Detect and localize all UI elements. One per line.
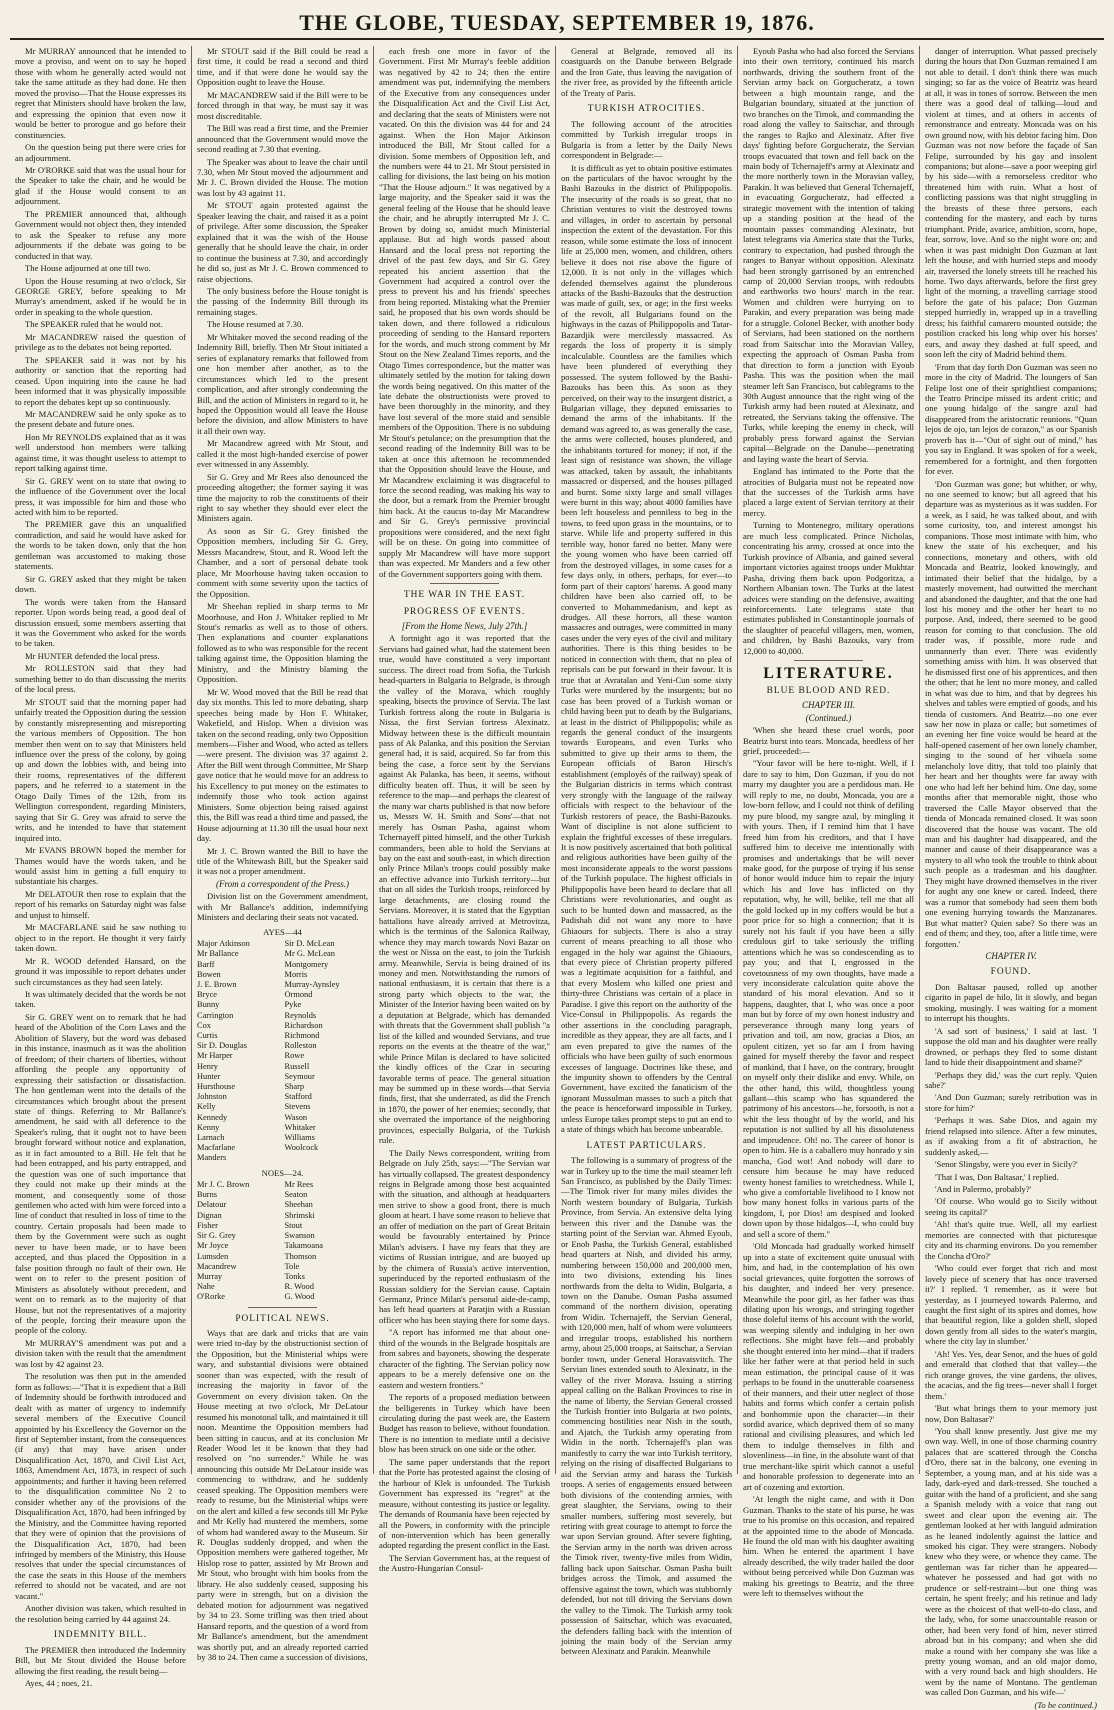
member-name: Swanson xyxy=(284,1231,315,1241)
paragraph: Mr MURRAY announced that he intended to move a proviso, and went on to say he hoped those with whom he generally acted would not take the same attitude as they had done. He then moved the proviso—That the House expresses its regret that Ministers should have broken the law, and expressing the opinion that even now it would be better to prorogue and go before their constituencies. xyxy=(15,46,186,140)
paragraph: The House resumed at 7.30. xyxy=(207,319,304,330)
masthead-rule xyxy=(10,38,1104,40)
column-3 xyxy=(374,46,556,1574)
paragraph: On the question being put there were cries for an adjournment. xyxy=(15,142,186,163)
chapter-3-heading: CHAPTER III. xyxy=(802,700,855,711)
member-name: Tole xyxy=(284,1261,300,1271)
member-name: Mr Harper xyxy=(197,1051,233,1061)
column-6 xyxy=(920,46,1102,1710)
member-name: Rowe xyxy=(284,1051,305,1061)
member-name: Ormond xyxy=(284,990,313,1000)
member-name: Barff xyxy=(197,959,215,969)
paragraph: The Speaker was about to leave the chair until 7.30, when Mr Stout moved the adjournment and Mr J. C. Brown divided the House. The motion was lost by 43 against 11. xyxy=(197,156,368,198)
paragraph: As soon as Sir G. Grey finished the Opposition members, including Sir G. Grey, Messrs Macandrew, Stout, and R. Wood left the Chamber, and a sort of personal debate took place, Mr Moorhouse having taken occasion to comment with some severity upon the tactics of the Opposition. xyxy=(197,525,368,599)
member-name: Burns xyxy=(197,1190,218,1200)
col4-body xyxy=(561,46,732,98)
paragraph: Mr Macandrew agreed with Mr Stout, and called it the most high-handed exercise of power ever witnessed in any Assembly. xyxy=(197,438,368,470)
paragraph: Mr EVANS BROWN hoped the member for Thames would have the words taken, and he would assist him in getting a full enquiry to substantiate his charges. xyxy=(15,845,186,887)
member-name: Larnach xyxy=(197,1133,225,1143)
member-name: Curtis xyxy=(197,1030,218,1040)
col6-body xyxy=(925,46,1097,949)
indemnity-bill-heading: INDEMNITY BILL. xyxy=(53,1630,148,1641)
paragraph: England has intimated to the Porte that the atrocities of Bulgaria must not be repeated now that the successes of the Turkish arms have placed a large extent of Servian territory at their mercy. xyxy=(743,466,914,518)
latest-heading: LATEST PARTICULARS. xyxy=(586,1140,707,1151)
member-name: Seaton xyxy=(284,1190,308,1200)
noes-heading: NOES—24. xyxy=(261,1167,304,1178)
member-name: Fisher xyxy=(197,1220,218,1230)
paragraph: Upon the House resuming at two o'clock, Sir GEORGE GREY, before speaking to Mr Murray's amendment, asked if he would be in order in speaking to the whole question. xyxy=(15,275,186,317)
paragraph: Mr MURRAY'S amendment was put and a division taken with the result that the amendment was lost by 42 against 23. xyxy=(15,1337,186,1369)
member-name: Mr G. McLean xyxy=(284,949,335,959)
member-name: Richardson xyxy=(284,1020,323,1030)
member-name: Sir D. McLean xyxy=(284,939,335,949)
paragraph: 'But what brings them to your memory just now, Don Baltasar?' xyxy=(925,1403,1097,1424)
paragraph: Mr DELATOUR then rose to explain that the report of his remarks on Saturday night was false and unjust to himself. xyxy=(15,888,186,920)
paragraph: Mr MACANDREW said if the Bill were to be forced through in that way, he must say it was most discreditable. xyxy=(197,89,368,121)
member-name: G. Wood xyxy=(284,1292,315,1302)
paragraph: The words were taken from the Hansard reporter. Upon words being read, a good deal of discussion ensued, some members asserting that it was the Government who asked for the words to be taken. xyxy=(15,596,186,649)
member-name: Murray xyxy=(197,1271,223,1281)
war-heading: THE WAR IN THE EAST. xyxy=(403,590,526,601)
paragraph: Hon Mr REYNOLDS explained that as it was well understood hon members were talking against time, it was thought useless to attempt to report talking against time. xyxy=(15,431,186,474)
member-name: Russell xyxy=(284,1061,310,1071)
paragraph: Another division was taken, which resulted in the resolution being carried by 44 against 24. xyxy=(15,1603,186,1624)
member-name: Sir G. Grey xyxy=(197,1231,236,1241)
political-news-heading: POLITICAL NEWS. xyxy=(235,1313,330,1324)
chapter-4-body xyxy=(925,982,1097,1698)
chapter-4-heading: CHAPTER IV. xyxy=(985,950,1037,961)
member-name: Carrington xyxy=(197,1010,234,1020)
member-name: Mr J. C. Brown xyxy=(197,1180,250,1190)
paragraph: Mr W. Wood moved that the Bill be read that day six months. This led to more debating, sharp speeches being made by Hon F. Whitaker, Wakefield, and Hislop. When a division was taken on the second reading, only two Opposition members—Fisher and Wood, who acted as tellers—were present. The division was 37 against 2. After the Bill went through Committee, Mr Sharp gave notice that he would move for an address to his Excellency to put money on the estimates to indemnify those who took action against Ministers. Some objection being raised against this, the Bill was read a third time and passed, the House adjourning at 11.30 till the usual hour next day. xyxy=(197,686,368,844)
paragraph: Mr MACANDREW said he only spoke as to the present debate and future ones. xyxy=(15,408,186,430)
member-name: Major Atkinson xyxy=(197,939,250,949)
paragraph: 'Who could ever forget that rich and most lovely piece of scenery that has once traversed it?' I replied. 'I remember, as it were but yesterday, as I journeyed towards Palermo, and caught the first sight of its spires and domes, how that beautiful region, like a golden shell, sloped down gently from all sides to the water's margin, where the city lay in slumber.' xyxy=(925,1263,1097,1347)
paragraph: Ways that are dark and tricks that are vain were tried to-day by the obstructionist section of the Opposition, but the Ministerial whips were wary, and substantial divisions were obtained sooner than was expected, with the result of increasing the majority in favor of the Government on every division taken. On the House meeting at two o'clock, Mr DeLatour resumed his monotonal talk, and maintained it till noon. Meantime the Opposition members had been sitting in caucus, and at its conclusion Mr Reader Wood let it be known that they had resolved on "no surrender." While he was announcing this outside Mr DeLatour inside was commencing to withdraw, and he suddenly ceased speaking. The Opposition members were ready to resume, but the Ministerial whips were on the alert and killed a few seconds till Mr Pyke and Mr Kelly had mustered the members, some of whom had wandered away to the Museum. Sir R. Douglas suddenly dropped, and when the Opposition members were gathered together, Mr Hislop rose to patter, assisted by Mr Brown and Mr Stout, who brought with him books from the library. He also suddenly ceased, supposing his party were in strength, but on a division the debated motion for adjournment was negatived by 34 to 23. Some trifling was then tried about Hansard reports, and the question of a word from Mr Ballance's amendment, but the amendment was shortly put, and an already reported carried by 38 to 24. Then came a succession of divisions, xyxy=(197,1327,368,1663)
war-body xyxy=(379,633,550,1573)
member-name: Lumsden xyxy=(197,1251,229,1261)
member-name: Shrimski xyxy=(284,1210,315,1220)
story-body xyxy=(743,725,914,1599)
paragraph: Mr O'RORKE said that was the usual hour for the Speaker to take the chair, and he would be glad if the House would consent to an adjournment. xyxy=(15,164,186,207)
member-name: Hunter xyxy=(197,1071,221,1081)
paragraph: Ayes, 44 ; noes, 21. xyxy=(25,1677,93,1688)
member-name: Richmond xyxy=(284,1030,320,1040)
member-name: Reynolds xyxy=(284,1010,317,1020)
paragraph: danger of interruption. What passed precisely during the hours that Don Guzman remained I am not able to detail. I don't think there was much singing; so far as the voice of Beatriz was heard at all, it was in tones of sorrow. Between the men there was a good deal of talking—loud and violent at times, and at others in accents of remonstrance and entreaty. Moncada was on his own ground now, with his debtor facing him. Don Guzman was not now before the façade of San Felipe, surrounded by his gay and insolent companions; but alone—save a poor weeping girl by his side—with a remorseless creditor who threatened him with ruin. What a host of conflicting passions was that night struggling in the breasts of these three persons, each contending for the mastery, and each by turns triumphant. Pride, avarice, ambition, scorn, hope, fear, sorrow, love. And so the night wore on; and when it was past midnight Don Guzman at last left the house, and with hurried steps and moody air, traversed the lonely streets till he reached his home. Two days afterwards, before the first grey light of the morning, a travelling carriage stood before the gate of his palace; Don Guzman stepped hurriedly in, wrapped up in a travelling dress; his faithful camarero mounted outside; the postilion cracked his long whip over his horses' ears, and away they dashed at full speed, and soon left the city of Madrid behind them. xyxy=(925,46,1097,360)
paragraph: 'Ah! that's quite true. Well, all my earliest memories are connected with that picturesque city and its charming environs. Do you remember the Concha d'Oro?' xyxy=(925,1219,1097,1261)
member-name: Whitaker xyxy=(284,1122,316,1132)
member-name: Stout xyxy=(284,1220,303,1230)
member-name: Kenny xyxy=(197,1122,220,1132)
paragraph: General at Belgrade, removed all its coastguards on the Danube between Belgrade and the Iron Gate, thus leaving the navigation of the river free, as provided by the fifteenth article of the Treaty of Paris. xyxy=(561,46,732,98)
member-name: Tonks xyxy=(284,1271,305,1281)
paragraph: 'Old Moncada had gradually worked himself up into a state of excitement quite unusual with him, and had, in the contemplation of his own social grievances, quite forgotten the sorrows of his daughter, and indeed her very presence. Meanwhile the poor girl, as her father was thus dilating upon his wrongs, and stringing together those doleful items of his account with the world, was weeping silently and indulging in her own reflections. She might have felt—and probably she thought entered into her mind—that if traders like her father were at that period held in such mean estimation, the principal cause of it was perhaps to be found in the unutterable coarseness of their manners, and their utter neglect of those habits and forms which confer a certain polish and bonhommie upon the character—in their sordid avarice, which deprived them of so many rational and civilising pleasures, and which led them to indulge themselves in filth and slovenliness—in fine, in the absolute want of that true merchant-like spirit which cannot a useful and honorable profession to degenerate into an art of cozening and extortion. xyxy=(743,1241,914,1492)
member-name: Mr Ballance xyxy=(197,949,239,959)
paragraph: 'And Don Guzman; surely retribution was in store for him?' xyxy=(925,1092,1097,1113)
paragraph: The same paper understands that the report that the Porte has protested against the closing of the harbour of Klek is unfounded. The Turkish Government has expressed its "regret" at the measure, without contesting its justice or legality. The demands of Roumania have been rejected by all the Powers, in conformity with the principle of non-intervention which has been generally adopted regarding the present conflict in the East. xyxy=(379,1456,550,1551)
paragraph: The only business before the House tonight is the passing of the Indemnity Bill through its remaining stages. xyxy=(197,285,368,317)
member-name: O'Rorke xyxy=(197,1292,226,1302)
paragraph: Mr STOUT said if the Bill could be read a first time, it could be read a second and third time, and if that were done he would say the Opposition ought to leave the House. xyxy=(197,46,368,88)
paragraph: The Daily News correspondent, writing from Belgrade on July 25th, says:—"The Servian war has virtually collapsed. The greatest despondency reigns in Belgrade among those best acquainted with the situation, and although at headquarters men strive to show a good front, there is much gloom at heart. I have some reason to believe that an offer of mediation on the part of Great Britain would be favourably entertained by Prince Milan's advisers. I have my fears that they are victims of Russian intrigue, and are buoyed up by the chimera of Russia's active intervention, superinduced by the reported enthusiasm of the Russian soldiery for the Servian cause. Captain Germanz, Prince Milan's personal aide-de-camp, has left head quarters at Paratjin with a Russian officer who has been staying there for some days. xyxy=(379,1147,550,1325)
chapter-4-title: FOUND. xyxy=(990,967,1032,978)
paragraph: Sir G. GREY went on to remark that he had heard of the Abolition of the Corn Laws and the Abolition of Slavery, but the word was debased in this instance, inasmuch as it was the abolition of freedom; of their charters of liberties, without affording the people any opportunity of expressing their satisfaction or dissatisfaction. The hon gentleman went into the details of the circumstances which brought about the present state of things. Referring to Mr Ballance's amendment, he said with all deference to the Speaker's ruling, that it ought not to have been brought forward without notice and explanation, as it in fact amounted to a Bill. He felt that he had been entrapped, and his party entrapped, and the question was one of such importance that they could not make up their minds at the moment, and consequently some of those gentlemen who acted with him were forced into a line of conduct that resulted in loss of time to the country. Certain proposals had been made to them by the Government were such as ought never to have been made, or to have been accepted, and thus placed the Opposition in a false position through no fault of their own. He went on to refer to the present position of Ministers as absolutely without precedent, and went on to remark as to the majority of that House, but not the representatives of a majority of the people, forcing their measure upon the people of the colony. xyxy=(15,1011,186,1336)
paragraph: The SPEAKER said it was not by his authority or sanction that the reporting had ceased. Upon inquiring into the cause he had been informed that it was physically impossible to report the debates kept up so continuously. xyxy=(15,354,186,407)
paragraph: The Bill was read a first time, and the Premier announced that the Government would move the second reading at 7.30 that evening. xyxy=(197,123,368,155)
section-rule xyxy=(794,660,862,661)
latest-body xyxy=(561,1155,732,1657)
paragraph: Turning to Montenegro, military operations are much less complicated. Prince Nicholas, concentrating his army, crossed at once into the Turkish province of Albania, and gained several important victories against troops under Mukhtar Pasha, driving them back upon Podgoritza, a Northern Albanian town. The Turks at the latest advices were standing on the defensive, awaiting reinforcements. Late telegrams state that estimates published in Constantinople journals of the slaughter of peaceful villagers, men, women, and children, by Bashi Bazouks, vary from 12,000 to 40,000. xyxy=(743,520,914,656)
paragraph: Mr MACFARLANE said he saw nothing to object to in the report. He thought it very fairly taken down. xyxy=(15,922,186,954)
member-name: Takamoana xyxy=(284,1241,323,1251)
member-name: Montgomery xyxy=(284,959,329,969)
paragraph: The Servian Government has, at the request of the Austro-Hungarian Consul- xyxy=(379,1552,550,1574)
member-name: Williams xyxy=(284,1133,315,1143)
division-intro: Division list on the Government amendment, with Mr Ballance's addition, indemnifying Ministers and declaring their seats not vacated. xyxy=(197,891,368,923)
member-name: Hursthouse xyxy=(197,1082,236,1091)
paragraph: 'Of course. Who would go to Sicily without seeing its capital?' xyxy=(925,1196,1097,1217)
paragraph: "A report has informed me that about one-third of the wounds in the Belgrade hospitals are from sabres and bayonets, showing the desperate character of the fighting. The Servian policy now appears to be a merely defensive one on the eastern and western frontiers." xyxy=(379,1327,550,1390)
section-rule xyxy=(430,583,498,584)
member-name xyxy=(285,1153,369,1163)
paragraph: Mr STOUT said that the morning paper had unfairly treated the Opposition during the session by constantly misrepresenting and misreporting the various members of Opposition. The hon member then went on to say that Ministers held influence over the press of the colony, by going up and down the lobbies with, and being into their rooms, representatives of the different papers, and he referred to a statement in the Otago Daily Times of the 12th, from its Wellington correspondent, regarding Ministers, saying that Sir G. Grey was afraid to serve the writs, and he intended to have that statement inquired into. xyxy=(15,696,186,843)
paragraph: 'Don Guzman was gone; but whither, or why, no one seemed to know; but all agreed that his departure was as mysterious as it was sudden. For a week, as I said, he was talked about, and with some curiosity, too, and interest amongst his companions. Those most intimate with him, who knew the state of his exchequer, and his connections, monetary and others, with old Moncada and Beatriz, looked knowingly, and intimated their belief that the hidalgo, by a masterly movement, had outwitted the merchant and abandoned the daughter, and that the one had lost his money and the other her heart to no purpose. And, indeed, there seemed to be good reason for coming to that conclusion. The old trader was, if possible, more rude and unmannerly than ever. There was evidently something amiss with him. It was observed that he dismissed first one of his apprentices, and then the other; that he lent no more money, and called in what was due to him, and that by degrees his shelves and tables were emptied of goods, and his tienda of customers. And Beatriz—no one ever saw her now in plaza or calle; but sometimes of an evening her fine voice would be heard at the half-opened casement of her own lonely chamber, singing to the sound of her vihuela some melancholy love ditty, that told too plainly that her heart and her thoughts were far away with one who had left her behind him. One day, some months after that memorable night, those who traversed the Calle Mayor observed that the tienda of Moncada remained closed. It was soon discovered that the house was vacant. The old man and his daughter had disappeared, and the manner and cause of their disappearance was a mystery to all who took the trouble to think about such people as a tradesman and his daughter. They might have drowned themselves in the river for aught any one knew or cared. Indeed, there was a rumor that somebody had seen them both one evening hurrying towards the Manzanares. But what matter? Quien sabe? So there was an end of them; and they, too, after a little time, were forgotten.' xyxy=(925,478,1097,949)
paragraph: Sir G. GREY asked that they might be taken down. xyxy=(15,573,186,595)
noes-list xyxy=(197,1180,368,1302)
atrocities-heading: TURKISH ATROCITIES. xyxy=(587,104,706,115)
paragraph: Mr J. C. Brown wanted the Bill to have the title of the Whitewash Bill, but the Speaker said it was not a proper amendment. xyxy=(197,845,368,877)
member-name: Sharp xyxy=(284,1082,305,1091)
member-name: Sir D. Douglas xyxy=(197,1041,248,1051)
political-body xyxy=(197,1328,368,1663)
atrocities-body xyxy=(561,119,732,1135)
war-subheading: PROGRESS OF EVENTS. xyxy=(403,606,526,617)
columns xyxy=(10,46,1104,1710)
member-name: Stevens xyxy=(284,1102,311,1112)
paragraph: The reports of a proposed mediation between the belligerents in Turkey which have been circulating during the past week are, the Eastern Budget has reason to believe, without foundation. There is no intention to mediate until a decisive blow has been struck on one side or the other. xyxy=(379,1392,550,1455)
paragraph: Don Baltasar paused, rolled up another cigarito in papel de hilo, lit it slowly, and began smoking, musingly. I was waiting for a moment to interrupt his thoughts. xyxy=(925,981,1097,1024)
paragraph: Mr Whitaker moved the second reading of the Indemnity Bill, briefly. Then Mr Stout initiated a series of explanatory remarks that followed from one hon member after another, as to the circumstances which led to the present complication, and after strongly condemning the Bill, and the action of Ministers in regard to it, he hoped the Opposition would all leave the House before the division, and allow Ministers to have it all their own way. xyxy=(197,331,368,436)
col3-body xyxy=(379,46,550,579)
paragraph: 'You shall know presently. Just give me my own way. Well, in one of those charming country palaces that are scattered through the Concha d'Oro, there sat in the balcony, one evening in September, a young man, and at his side was a lady, dark-eyed and dark-tressed. She touched a guitar with the hand of a proficient, and she sang a Spanish melody with a voice that rang out sweet and clear upon the evening air. The gentleman looked at her with languid admiration as he leaned indolently against the lattice and smoked his cigar. They were strangers. Nobody knew who they were, or whence they came. The gentleman was far richer than he appeared—whatever he possessed and had got with no prudence or self-restraint—but one thing was certain, he spent freely; and his retinue and lady were as the choicest of that well-to-do class, and the lady, who, for some unaccountable reason or other, had been very fond of him, never stirred abroad but in his company; and when she did make a round with her company she was like a pretty young woman, and an old major domo, with a very round back and high shoulders. He went by the name of Montano. The gentleman was called Don Guzman, and his wife—' xyxy=(925,1426,1097,1698)
member-name: Johnston xyxy=(197,1092,227,1102)
col5-body xyxy=(743,46,914,656)
member-name: Nahe xyxy=(197,1282,215,1292)
member-name: Macfarlane xyxy=(197,1143,236,1153)
to-be-continued: (To be continued.) xyxy=(1034,1699,1097,1710)
member-name: Sheehan xyxy=(284,1200,313,1210)
paragraph: 'That I was, Don Baltasar,' I replied. xyxy=(935,1171,1059,1182)
column-5 xyxy=(738,46,920,1599)
paragraph: 'Senor Slingsby, were you ever in Sicily?' xyxy=(935,1159,1078,1170)
paragraph: 'Ah! Yes. Yes, dear Senor, and the hues of gold and emerald that clothed that that valley—the rich orange groves, the vine gardens, the olives, the acacias, and the fig trees—never shall I forget them.' xyxy=(925,1348,1097,1401)
member-name: Seymour xyxy=(284,1071,315,1081)
paragraph: The House adjourned at one till two. xyxy=(25,263,151,274)
paragraph: 'Perhaps they did,' was the curt reply. 'Quien sabe?' xyxy=(925,1069,1097,1090)
col1-body xyxy=(15,46,186,1624)
member-name: R. Wood xyxy=(284,1282,314,1292)
paragraph: "Your favor will be here to-night. Well, if I dare to say to him, Don Guzman, if you do not marry my daughter you are a perdidous man. He will reply to me, no doubt, Moncada, you are a low-born fellow, and I could not think of defiling my pure blood, my sangre azul, by mingling it with yours. Then, if I remind him that I have freed him from his creditors, and that I have suffered him to deceive me intentionally with promises and undertakings that he will never make good, for the purpose of trying if his sense of honor would induce him to repair the injury which his and love has inflicted on thy reputation, why, he will, belike, tell me that all the gold locked up in my coffers would be but a poor price for so high a connection; that it is surely not his fault if you have been a silly credulous girl to take seriously the trifling attentions which he was so condescending as to pay you; and that I, engrossed in the covetousness of my own thoughts, have made a very inconsiderate calculation quite above the standard of his moral elevation. And so it happens, daughter, that I, who was once a poor man but by force of my own honest industry and perseverance through many long years of privation and toil, am now, gracias a Dios, an opulent citizen, yet so far am I from having gained for myself thereby the favor and respect of mankind, that I have, on the contrary, brought on myself only their dislike and envy. While, on the other hand, this wild, thoughtless young gallant—this scamp who has squandered the patrimony of his ancestors—he, forsooth, is not a whit the less thought of by the world, and his reputation is not sullied by all his dissoluteness and imprudence. Oh! no. The career of honor is open to him. He is a caballero muy honrado y sin mancha, God wot! And nobody will dare to censure him because he may have reduced twenty honest families to wretchedness. While I, who give a comfortable livelihood to I know not how many honest folks in various parts of the kingdom, I, por Dios! am despised and looked down upon by those hidalgos—I, who could buy and sell a score of them." xyxy=(743,758,914,1239)
paragraph: The resolution was then put in the amended form as follows:—"That it is expedient that a Bill of Indemnity should be forthwith introduced and dealt with as matter of urgency to indemnify several members of the Executive Council appointed by his Excellency the Governor on the first of September instant, from the consequences (if any) that may have arisen under Disqualification Act, 1870, and Civil List Act, 1863, Amendment Act, 1873, in respect of such appointments; and further it having been referred to the disqualification committee No 2 to consider whether any of the provisions of the Disqualification Act, 1870, had been infringed by the Ministry, and the Committee having reported that they were of opinion that the provisions of the Disqualification Act, 1870, had been infringed by members of the Ministry, this House resolves that under the special circumstances of the case the seats in this House of the members referred to should not be vacated, and are not vacant." xyxy=(15,1371,186,1601)
paragraph: A fortnight ago it was reported that the Servians had gained what, had the statement been true, would have constituted a very important success. The direct road from Sofia, the Turkish head-quarters in Bulgaria to Belgrade, is through the valley of the Morava, which roughly speaking, bisects the province of Servia. The last Turkish fortress along the route in Bulgaria is Nissa, the first Servian fortress Alexinatz. Midway between these is the difficult mountain pass of Ak Palanka, and this position the Servian general had, it is said, acquired. So far from this being the case, a force sent by the Servians against Ak Palanka, has been, it seems, without difficulty beaten off. Thus, it will be seen by reference to the map—and perhaps the clearest of the many war charts published is that now before us, Messrs W. H. Smith and Sons'—that not merely has Osman Pasha, against whom Tchernayeff pitted himself, and the other Turkish commanders, been able to hold the Servians at bay on the east and south-east, in which direction only Prince Milan's troops could possibly make an effective advance into Turkish territory—but that on all sides the Turkish troops, reinforced by large detachments, are closing round the Servians. Moreover, it is stated that the Egyptian battalions have already arrived at Metrovitza, which is the terminus of the Salonica Railway, whence they may march towards Novi Bazar on the west or Nissa on the east, to join the Turkish army. Meanwhile, Servia is being drained of its money and men. Notwithstanding the rumors of national enthusiasm, it is certain that there is a strong party which objects to the war, the Minister of the Interior having been waited on by a deputation at Belgrade, which has demanded with threats that the Government shall publish "a list of the killed and wounded Servians, and true reports on the events at the theatre of the war," while Prince Milan is declared to have solicited the kindly offices of the Czar in securing favorable terms of peace. The general situation may be summed up in these words—that Servia finds, first, that she underrated, as did the French in 1870, the power of her enemies; secondly, that she overrated the importance of the neighboring provinces, especially Bulgaria, of the Turkish rule. xyxy=(379,633,550,1146)
member-name: Pyke xyxy=(284,1000,302,1010)
paragraph: Sir G. GREY went on to state that owing to the influence of the Government over the local press, it was impossible for him and those who acted with him to be reported. xyxy=(15,475,186,518)
member-name: Henry xyxy=(197,1061,218,1071)
paragraph: It is difficult as yet to obtain positive estimates on the particulars of the havoc wrought by the Bashi Bazouks in the district of Philippopolis. The insecurity of the roads is so great, that no Christian ventures to visit the destroyed towns and villages, in order to ascertain by personal inspection the extent of the devastation. For this reason, while some estimate the loss of innocent life at 25,000 men, women, and children, others believe it does not rise above the figure of 12,000. It is not only in the villages which defended themselves against the plunderous attacks of the Bashi-Bazouks that the destruction was made of guilt, sex, or age; in the first weeks of the revolt, all Bulgarians found on the highways in the cazas of Philippopolis and Tatar-Bazardjik were mercilessly massacred. As regards the loss of property it is simply incalculable. Countless are the families which have been plundered of everything they possessed. The system followed by the Bashi-Bazouks has been this. As soon as they perceived, on their way to the insurgent district, a Bulgarian village, they deputed emissaries to demand the arms of the inhabitants. If the demand was agreed to, as was generally the case, the arms were collected, houses plundered, and the inhabitants tortured for money; if not, if the least sign of resistance was shown, the village was attacked, taken by assault, the inhabitants massacred or dispersed, and the houses pillaged and burnt. Some sixty large and small villages were burnt in this way; about 4000 families have been left houseless and penniless to beg in the towns, to feed upon grass in the mountains, or to starve. While life and property suffered in this terrible way, honor fared no better. Many were the young women who have been carried off from the destroyed villages, in some cases for a few days only, in others, perhaps, for ever—to form part of their captors' harems. A good many children have been also carried off, to be converted to Mohammedanism, and kept as drudges. All these horrors, all these wanton massacres and outrages, were committed in many cases under the very eyes of the civil and military authorities. There is this thing besides to be noticed in connection with them, that no plea of reprisals can be put forward in their favour. It is true that at Avratalan and Yeni-Cun some sixty Turks were murdered by the insurgents; but no case has been proved of a Turkish woman or child having been put to death by the Bulgarians, at least in the district of Philippopolis; while as regards the general conduct of the insurgents towards Europeans, and even Turks who submitted to give up their arms to them, the European officials of Baron Hirsch's establishment (employés of the railway) speak of the Bulgarian districts in terms which contrast very strongly with the language of the railway officials with respect to the behaviour of the Turkish restorers of peace, the Bashi-Bazouks. Want of discipline is not alone sufficient to explain the frightful excesses of these irregulars. It is now positively ascertained that both political and religious authorities have been guilty of the most inconsiderate appeals to the worst passions of the Turkish populace. The highest officials in Philippopolis have been heard to declare that all Christians were revolutionaries, and ought as such to be hunted down and massacred, as the Padishah did not want any more to have Ghiaours for subjects. There is also a stray current of means preaching to all those who engaged in the holy war against the Ghiaours, that every piece of Christian property pilfered was a legitimate acquisition for a faithful, and that every Moslem who killed one priest and thirty-three Christians was certain of a place in Paradise. I give this report on the authority of the Vice-Consul in Philippopolis. As regards the other assertions in the concluding paragraph, incredible as they appear, they are all facts, and I am even prepared to give the names of the officials who have been guilty of such enormous excesses of language. Doctrines like these, and the impunity shown to offenders by the Central Government, have excited the fanaticism of the ignorant Mussulman masses to such a pitch that the peace is henceforward impossible in Turkey, unless Europe takes prompt steps to put an end to a state of things which has become unbearable. xyxy=(561,162,732,1135)
member-name: J. E. Brown xyxy=(197,979,237,989)
member-name: Kelly xyxy=(197,1102,216,1112)
story-title: BLUE BLOOD AND RED. xyxy=(766,685,891,696)
member-name: Woolcock xyxy=(284,1143,319,1153)
member-name: Kennedy xyxy=(197,1112,228,1122)
paragraph: 'From that day forth Don Guzman was seen no more in the city of Madrid. The loungers of San Felipe lost one of their sprightliest companions; the Teatro Principe missed its ardent critic; and one young hidalgo of the sangre azul had disappeared from the aristocratic reunions. "Quan lejos de ojo, tan lejos de corazon," as our Spanish proverb has it—"Out of sight out of mind," has you say in England. It was spoken of for a week, remembered for a fortnight, and then forgotten for ever. xyxy=(925,361,1097,477)
paragraph: Mr Sheehan replied in sharp terms to Mr Moorhouse, and Hon J. Whitaker replied to Mr Stout's remarks as well as to those of others. Then explanations and counter explanations followed as to who was responsible for the recent talking against time, the Opposition blaming the Ministry, and the Ministry blaming the Opposition. xyxy=(197,601,368,685)
paragraph: 'When she heard these cruel words, poor Beatriz burst into tears. Moncada, heedless of her grief, proceeded:— xyxy=(743,725,914,756)
paragraph: each fresh one more in favor of the Government. First Mr Murray's feeble addition was negatived by 42 to 24; then the entire amendment was put, indemnifying the members of the Executive from any consequences under the Disqualification Act and the Civil List Act, and declaring that the seats of Ministers were not vacated. On this the division was 44 for and 24 against. When the Hon Major Atkinson introduced the Bill, Mr Stout called for a division. Some members of Opposition left, and the numbers were 44 to 21. Mr Stout persisted in calling for divisions, the last being on his motion "That the House adjourn." It was negatived by a large majority, and the Speaker said it was the general feeling of the House that he should leave the chair, and he abruptly interrupted Mr J. C. Brown by doing so, amidst much Ministerial applause. But ad high words passed about Hansard and the local press not reporting the drivel of the past few days, and Sir G. Grey repeated his ancient assertion that the Government had acquired a control over the press to prevent his and his friends' speeches from being reported. Mistaking what the Premier said, he proposed that his own words should be taken down, and there followed a ridiculous proceeding of sending to the Hansard reporters for the words, and much strong comment by Mr Stout on the New Zealand Times reports, and the Otago Times correspondence, but the matter was ultimately settled by the motion for taking down the words being negatived. On this matter of the late debate the obstructionists were proved to have been thoroughly in the minority, and they have lost several of the more staid and sensible members of the Opposition. There is no subduing Mr Stout's petulance; on the presumption that the second reading of the Indemnity Bill was to be taken at once this afternoon he recommended that the Opposition should leave the House, and Mr Macandrew exclaiming it was disgraceful to force the second reading, was making his way to the door, but a remark from the Premier brought him back. At the caucus to-day Mr Macandrew and Sir G. Grey's permissive provincial propositions were considered, and the next fight will be on these. On going into committee of supply Mr Macandrew will have more support than was expected. Mr Manders and a few other of the Government supporters going with them. xyxy=(379,46,550,579)
member-name: Morris xyxy=(284,969,308,979)
paragraph: Mr MACANDREW raised the question of privilege as to the debates not being reported. xyxy=(15,331,186,353)
col2-body xyxy=(197,46,368,877)
member-name: Rolleston xyxy=(284,1041,317,1051)
paragraph: Mr STOUT again protested against the Speaker leaving the chair, and raised it as a point of privilege. After some discussion, the Speaker explained that it was the wish of the House generally that he should leave the chair, in order to continue the business at 7.30, and accordingly he did so, just as Mr J. C. Brown commenced to raise objections. xyxy=(197,200,368,284)
paragraph: The following account of the atrocities committed by Turkish irregular troops in Bulgaria is from a letter by the Daily News correspondent in Belgrade:— xyxy=(561,118,732,161)
paragraph: The PREMIER announced that, although Government would not object then, they intended to ask the Speaker to refuse any more adjournments if the debate was going to be conducted in that way. xyxy=(15,208,186,261)
member-name: Murray-Aynsley xyxy=(284,979,340,989)
paragraph: Mr HUNTER defended the local press. xyxy=(25,650,160,661)
member-name: Manders xyxy=(197,1153,227,1163)
member-name: Thomson xyxy=(284,1251,317,1261)
paragraph: The PREMIER then introduced the Indemnity Bill, but Mr Stout divided the House before allowing the first reading, the result being— xyxy=(15,1644,186,1676)
member-name: Wason xyxy=(284,1112,308,1122)
paragraph: 'A sad sort of business,' I said at last. 'I suppose the old man and his daughter were really drowned, or perhaps they fled to some distant land to hide their disappointment and shame?' xyxy=(925,1025,1097,1068)
paragraph: 'At length the night came, and with it Don Guzman. Thanks to the state of his purse, he was true to his promise on this occasion, and repaired at the appointed time to the abode of Moncada. He found the old man with his daughter awaiting him. When he entered the apartment I have already described, the wily trader hailed the door without being perceived while Don Guzman was making his greetings to Beatriz, and the three were left to themselves without the xyxy=(743,1494,914,1599)
paragraph: Sir G. Grey and Mr Rees also denounced the proceeding altogether; the former saying it was time the majority to rob the constituents of their right to say whether they should ever elect the Ministers again. xyxy=(197,471,368,524)
member-name: Bryce xyxy=(197,990,217,1000)
column-1 xyxy=(10,46,192,1688)
member-name: Mr Joyce xyxy=(197,1241,229,1251)
paragraph: Mr ROLLESTON said that they had something better to do than discussing the merits of the local press. xyxy=(15,663,186,695)
paragraph: 'And in Palermo, probably?' xyxy=(935,1184,1032,1195)
ayes-list xyxy=(197,939,368,1163)
member-name: Cox xyxy=(197,1020,211,1030)
paragraph: Eyoub Pasha who had also forced the Servians into their own territory, continued his march northwards, driving the southern front of the Servian army back on Gorgucheratz, a town between a high mountain range, and the Bulgarian boundary, situated at the junction of two branches on the Timok, and commanding the road along the valley to Saitschar, and through the ranges to Rajko and Alexinatz. After five days' fighting before Gorgucheratz, the Servian troops evacuated that town and fell back on the main body of Tchernajeff's army at Alexinatz and the more northerly town in the Moravian valley, Parakin. It was believed that General Tchernajeff, in evacuating Gorgucheratz, had effected a strategic movement with the intention of taking up a standing position at the head of the mountain passes commanding Alexinatz, but latest telegrams via America state that the Turks, contrary to expectation, had pushed through the ranges to Banyar without opposition. Alexinatz had been strongly garrisoned by an entrenched camp of 20,000 Servian troops, with redoubts and earthworks two hours' march in the rear. Women and children were hurrying on to Parakin, and every preparation was being made for a struggle. Colonel Becker, with another body of Servians, had been stationed on the northern road from Saitschar into the Moravian Valley, expecting the approach of Osman Pasha from that direction to form a junction with Eyoub Pasha. This was the position when the mail steamer left San Francisco, but cablegrams to the 30th August announce that the right wing of the Turkish army had been routed at Alexinatz, and retreated, the Servians taking the offensive. The Turks, while keeping the enemy in check, will probably press forward against the Servian capital—Belgrade on the Danube—penetrating and laying waste the heart of Servia. xyxy=(743,46,914,464)
continued-note: (Continued.) xyxy=(805,712,852,723)
member-name: Macandrew xyxy=(197,1261,237,1271)
member-name: Dignan xyxy=(197,1210,222,1220)
member-name: Stafford xyxy=(284,1092,312,1102)
paragraph: The PREMIER gave this an unqualified contradiction, and said he would have asked for the words to be taken down, only that the hon gentleman was accustomed to making those statements. xyxy=(15,519,186,572)
member-name: Bowen xyxy=(197,969,221,979)
paragraph: The following is a summary of progress of the war in Turkey up to the time the mail steamer left San Francisco, as published by the Daily Times:—The Timok river for many miles divides the North western boundary of Bulgaria, Turkish Province, from Servia. An extensive delta lying between this river and the Danube was the starting point of the Servian war. Ahmed Eyoub, or Enob Pasha, the Turkish General, established head quarters at Nish, and divided his army, numbering between 150,000 and 200,000 men, into two divisions, extending his lines northwards from the delta to Widin, Bulgaria, a town on the Danube. Osman Pasha assumed command of the northern division, operating from Widin. Tchernajeff, the Servian General, with 120,000 men, half of whom were volunteers and irregular troops, established his northern army, about 25,000 troops, at Saitschar, a Servian border town, under General Horavatsvitch. The Servian lines extended south to Alexinatz, in the valley of the river Morava. Issuing a stirring appeal calling on the Balkan Provinces to rise in the name of liberty, the Servian General crossed the Turkish frontier into Bulgaria at two points, commencing hostilities near Nish in the south, and Ajatch, the Turkish army operating from Widin in the north. Tchernajeff's plan was manifestly to carry the war into Turkish territory, relying on the rising of disaffected Bulgarians to aid the Servian army and harass the Turkish troops. A series of engagements ensued between both divisions of the contending armies, with great slaughter, the Servians, owing to their smaller numbers, suffering most severely, but retiring with great courage to attempt to force the war upon Servian ground. After severe fighting, the Servian army in the north was driven across the Timok river, twenty-five miles from Widin, falling back upon Saitschar. Osman Pasha built bridges across the Timok, and assumed the offensive against the town, which was stubbornly defended, but not till driving the Servians down the valley to the Timok. The Turkish army took possession of Saitschar, which was evacuated, the defenders falling back with the intention of joining the main body of the Servian army between Alexinatz and Parakin. Meanwhile xyxy=(561,1155,732,1657)
paragraph: The SPEAKER ruled that he would not. xyxy=(25,319,163,330)
column-4 xyxy=(556,46,738,1657)
indemnity-body xyxy=(15,1645,186,1689)
ayes-heading: AYES—44 xyxy=(263,926,302,937)
paragraph: Mr R. WOOD defended Hansard, on the ground it was impossible to report debates under such circumstances as they had seen lately. xyxy=(15,955,186,987)
member-name: Bunny xyxy=(197,1000,220,1010)
paragraph: It was ultimately decided that the words be not taken. xyxy=(15,988,186,1010)
member-name: Delatour xyxy=(197,1200,227,1210)
masthead: THE GLOBE, TUESDAY, SEPTEMBER 19, 1876. xyxy=(299,10,815,35)
press-note: (From a correspondent of the Press.) xyxy=(216,878,349,889)
war-source-note: [From the Home News, July 27th.] xyxy=(401,621,528,632)
section-rule xyxy=(248,1307,316,1308)
column-2 xyxy=(192,46,374,1663)
paragraph: 'Perhaps it was. Sabe Dios, and again my friend relapsed into silence. After a few minutes, as if awaking from a fit of abstraction, he suddenly asked,— xyxy=(925,1115,1097,1157)
literature-heading: LITERATURE. xyxy=(763,665,894,683)
member-name: Mr Rees xyxy=(284,1180,314,1190)
